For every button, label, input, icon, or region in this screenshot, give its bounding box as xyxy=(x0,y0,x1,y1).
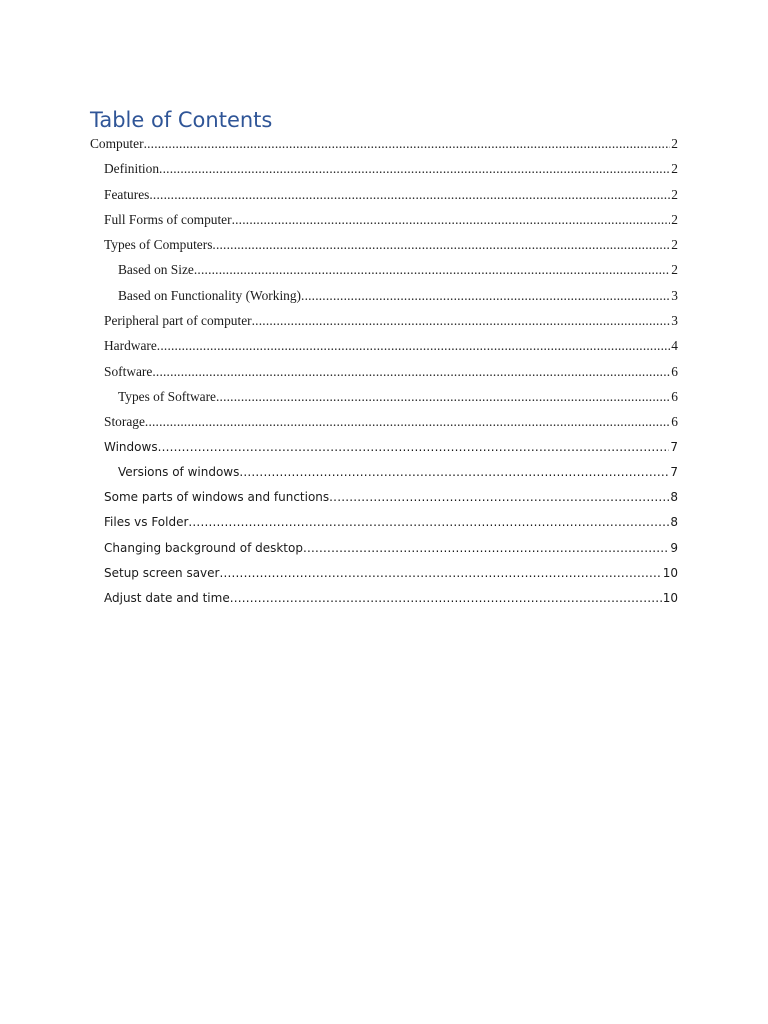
toc-entry[interactable] xyxy=(90,156,678,181)
toc-page-number[interactable]: 2 xyxy=(671,186,678,202)
toc-page-number[interactable]: 4 xyxy=(671,338,678,354)
toc-page-number[interactable]: 10 xyxy=(662,591,678,606)
toc-dot-leader xyxy=(219,561,661,586)
toc-entry-title[interactable]: Software xyxy=(104,363,153,379)
toc-entry-title[interactable]: Setup screen saver xyxy=(104,566,220,581)
toc-dot-leader xyxy=(230,586,662,611)
toc-page-number[interactable]: 2 xyxy=(671,237,678,253)
toc-dot-leader xyxy=(157,333,671,358)
toc-dot-leader xyxy=(303,536,669,561)
toc-entry[interactable] xyxy=(90,409,678,434)
toc-entry-title[interactable]: Adjust date and time xyxy=(104,591,230,606)
toc-dot-leader xyxy=(329,485,669,510)
toc-entry-title[interactable]: Definition xyxy=(104,161,160,177)
toc-dot-leader xyxy=(194,257,670,282)
toc-dot-leader xyxy=(159,156,670,181)
toc-page-number[interactable]: 2 xyxy=(671,136,678,151)
toc-page-number[interactable]: 6 xyxy=(671,388,678,404)
toc-page-number[interactable]: 7 xyxy=(670,439,678,454)
toc-page-number[interactable]: 3 xyxy=(671,313,678,329)
toc-entry[interactable] xyxy=(90,207,678,232)
toc-entry[interactable] xyxy=(90,510,678,535)
toc-entry-title[interactable]: Full Forms of computer xyxy=(104,211,232,227)
toc-dot-leader xyxy=(216,384,670,409)
toc-dot-leader xyxy=(252,308,671,333)
toc-entry[interactable] xyxy=(90,460,678,485)
toc-entry[interactable] xyxy=(90,536,678,561)
toc-entry[interactable] xyxy=(90,283,678,308)
toc-entry-title[interactable]: Types of Software xyxy=(118,388,216,404)
toc-entry-title[interactable]: Files vs Folder xyxy=(104,515,189,530)
toc-entry-title[interactable]: Versions of windows xyxy=(118,464,240,479)
toc-entry[interactable] xyxy=(90,308,678,333)
toc-dot-leader xyxy=(145,409,670,434)
toc-page-number[interactable]: 8 xyxy=(670,490,678,505)
toc-list xyxy=(90,131,678,612)
toc-page-number[interactable]: 2 xyxy=(671,161,678,177)
toc-entry-title[interactable]: Features xyxy=(104,186,150,202)
toc-dot-leader xyxy=(212,232,670,257)
toc-entry[interactable] xyxy=(90,333,678,358)
toc-entry-title[interactable]: Types of Computers xyxy=(104,237,213,253)
toc-entry-title[interactable]: Changing background of desktop xyxy=(104,540,303,555)
toc-dot-leader xyxy=(232,207,671,232)
toc-entry-title[interactable]: Windows xyxy=(104,439,158,454)
toc-entry[interactable] xyxy=(90,586,678,611)
toc-entry[interactable] xyxy=(90,435,678,460)
toc-dot-leader xyxy=(301,283,670,308)
toc-entry-title[interactable]: Computer xyxy=(90,136,144,151)
toc-dot-leader xyxy=(158,435,670,460)
toc-dot-leader xyxy=(188,510,669,535)
toc-entry-title[interactable]: Some parts of windows and functions xyxy=(104,490,330,505)
toc-page-number[interactable]: 9 xyxy=(670,540,678,555)
toc-page-number[interactable]: 8 xyxy=(670,515,678,530)
toc-entry-title[interactable]: Peripheral part of computer xyxy=(104,313,252,329)
toc-entry-title[interactable]: Based on Size xyxy=(118,262,194,278)
toc-entry-title[interactable]: Storage xyxy=(104,414,145,430)
toc-entry[interactable] xyxy=(90,182,678,207)
toc-dot-leader xyxy=(152,359,670,384)
toc-entry-title[interactable]: Hardware xyxy=(104,338,157,354)
toc-entry[interactable] xyxy=(90,131,678,156)
toc-dot-leader xyxy=(144,131,671,156)
toc-page-number[interactable]: 6 xyxy=(671,414,678,430)
toc-page-number[interactable]: 10 xyxy=(662,566,678,581)
toc-dot-leader xyxy=(149,182,670,207)
toc-page-number[interactable]: 6 xyxy=(671,363,678,379)
toc-page-number[interactable]: 2 xyxy=(671,262,678,278)
toc-page-number[interactable]: 2 xyxy=(671,211,678,227)
toc-page-number[interactable]: 3 xyxy=(671,287,678,303)
toc-page-number[interactable]: 7 xyxy=(670,464,678,479)
toc-entry[interactable] xyxy=(90,485,678,510)
toc-entry[interactable] xyxy=(90,384,678,409)
toc-entry-title[interactable]: Based on Functionality (Working) xyxy=(118,287,302,303)
toc-heading: Table of Contents xyxy=(90,108,273,132)
toc-entry[interactable] xyxy=(90,561,678,586)
toc-dot-leader xyxy=(239,460,669,485)
toc-entry[interactable] xyxy=(90,257,678,282)
toc-entry[interactable] xyxy=(90,232,678,257)
toc-entry[interactable] xyxy=(90,359,678,384)
